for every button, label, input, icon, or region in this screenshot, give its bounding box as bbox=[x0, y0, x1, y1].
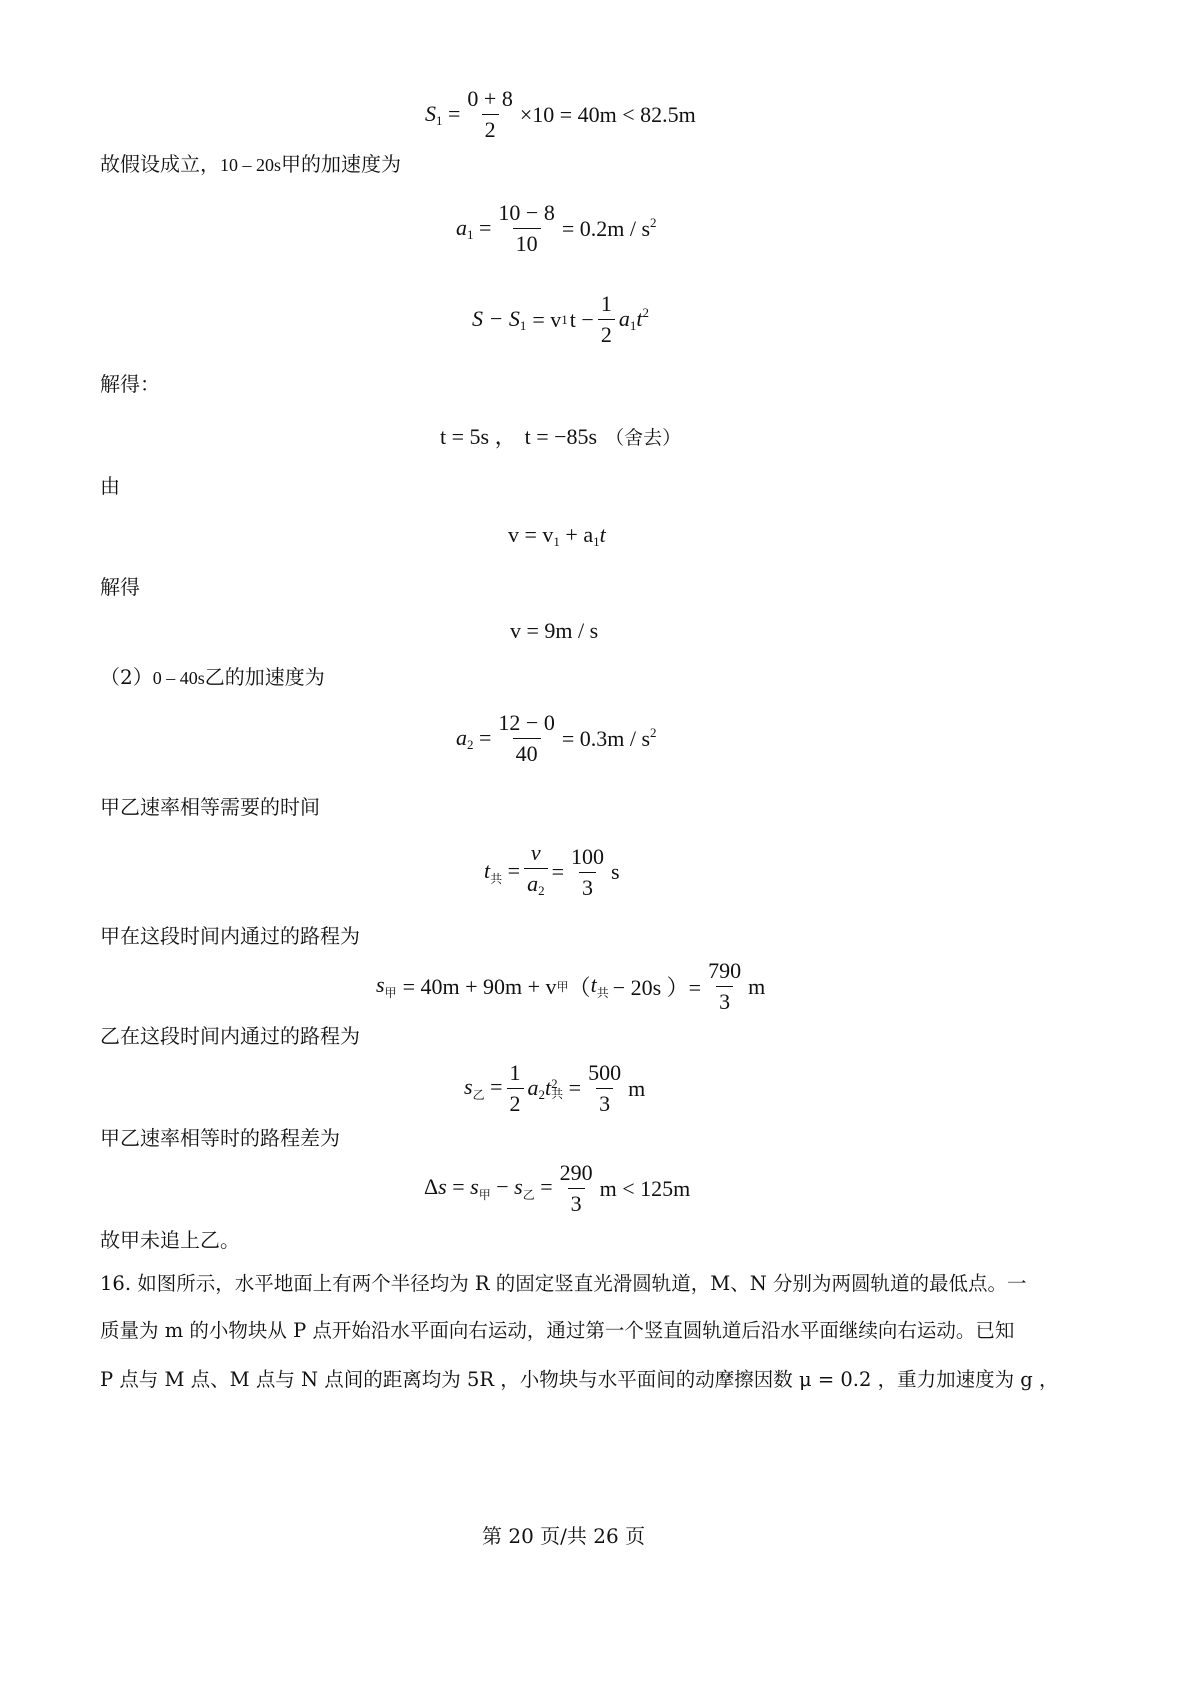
text-jiede-1: 解得： bbox=[100, 372, 160, 396]
equation-displacement: $S - S_1$ = v 1 t − $\frac{1}{2}$ $a_1t^2$ bbox=[472, 291, 649, 347]
problem16-line2: 质量为 m 的小物块从 P 点开始沿水平面向右运动，通过第一个竖直圆轨道后沿水平面继续向右运动。已知 bbox=[100, 1319, 1015, 1342]
problem16-line3: P 点与 M 点、M 点与 N 点间的距离均为 5R ，小物块与水平面间的动摩擦因数 μ = 0.2 ，重力加速度为 g ， bbox=[100, 1368, 1059, 1391]
text-equal-time: 甲乙速率相等需要的时间 bbox=[100, 795, 320, 819]
text-diff: 甲乙速率相等时的路程差为 bbox=[100, 1126, 340, 1150]
text-jia-path: 甲在这段时间内通过的路程为 bbox=[100, 924, 360, 948]
equation-delta-s: $\Delta s = s_甲 - s_乙$ = $\frac{290}{3}$ m < 125m bbox=[424, 1160, 691, 1216]
equation-t-gong: $t_共$ = $\frac{v}{a_2}$ = $\frac{100}{3}$ s bbox=[484, 840, 620, 904]
equation-t-solutions: t = 5s ， t = −85s （舍去） bbox=[440, 424, 682, 449]
equation-a2: $a_2$ = $\frac{12 - 0}{40}$ = $0.3m / s^2$ bbox=[456, 710, 657, 766]
text-part2: （2）0 – 40s乙的加速度为 bbox=[100, 665, 325, 689]
equation-s-jia: $s_甲$ = 40m + 90m + v 甲 （ $t_共$ − 20s ）= $\frac{790}{3}$ m bbox=[376, 958, 766, 1014]
text-yi-path: 乙在这段时间内通过的路程为 bbox=[100, 1024, 360, 1048]
text-conclusion: 故甲未追上乙。 bbox=[100, 1228, 240, 1252]
equation-s-yi: $s_乙$ = $\frac{1}{2}$ $a_2t$ 2 共 = $\frac{500}{3}$ m bbox=[464, 1060, 646, 1116]
text-jiede-2: 解得 bbox=[100, 575, 140, 599]
equation-s1: $S_1$ = $\frac{0 + 8}{2}$ ×10 = 40m < 82.5m bbox=[425, 86, 696, 142]
text-assume: 故假设成立，10 – 20s甲的加速度为 bbox=[100, 152, 402, 176]
text-you: 由 bbox=[100, 474, 120, 498]
problem16-line1: 16. 如图所示，水平地面上有两个半径均为 R 的固定竖直光滑圆轨道，M、N 分别为两圆轨道的最低点。一 bbox=[100, 1272, 1027, 1295]
equation-velocity: $v = v_1 + a_1t$ bbox=[508, 522, 606, 549]
page-footer: 第 20 页/共 26 页 bbox=[482, 1524, 646, 1548]
equation-a1: $a_1$ = $\frac{10 - 8}{10}$ = $0.2m / s^2$ bbox=[456, 200, 657, 256]
equation-v-value: v = 9m / s bbox=[510, 618, 599, 643]
